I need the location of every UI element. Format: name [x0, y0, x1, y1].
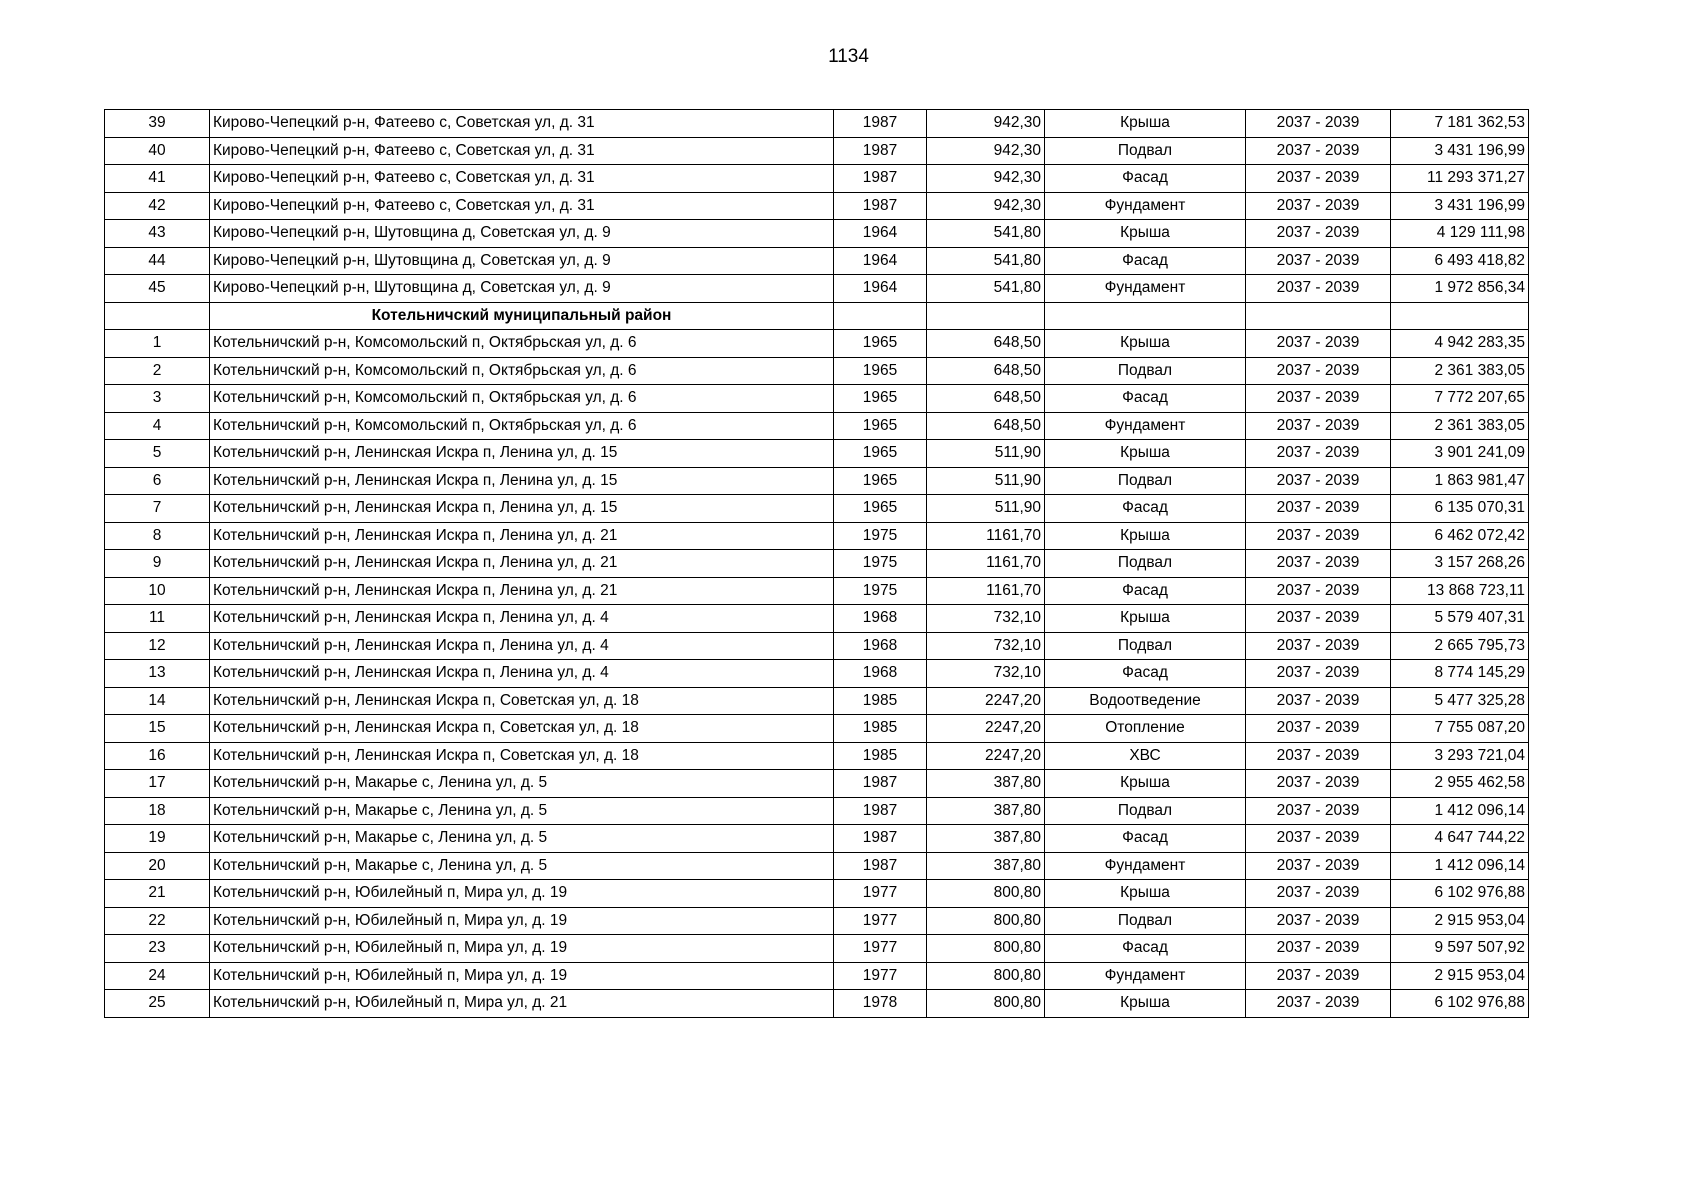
- period-cell: 2037 - 2039: [1246, 715, 1391, 743]
- work-type-cell: Подвал: [1045, 357, 1246, 385]
- address-cell: Котельничский р-н, Ленинская Искра п, Ленина ул, д. 15: [210, 495, 834, 523]
- row-number-cell: 43: [105, 220, 210, 248]
- section-header-row: [105, 302, 1529, 330]
- address-cell: Котельничский р-н, Ленинская Искра п, Советская ул, д. 18: [210, 687, 834, 715]
- build-year-cell: 1975: [834, 522, 927, 550]
- work-type-cell: Фундамент: [1045, 275, 1246, 303]
- area-cell: 511,90: [927, 467, 1045, 495]
- period-cell: 2037 - 2039: [1246, 522, 1391, 550]
- row-number-cell: 10: [105, 577, 210, 605]
- work-type-cell: Фасад: [1045, 385, 1246, 413]
- build-year-cell: 1965: [834, 357, 927, 385]
- work-type-cell: Подвал: [1045, 797, 1246, 825]
- area-cell: 387,80: [927, 852, 1045, 880]
- row-number-cell: 14: [105, 687, 210, 715]
- build-year-cell: 1975: [834, 577, 927, 605]
- area-cell: 511,90: [927, 495, 1045, 523]
- period-cell: 2037 - 2039: [1246, 137, 1391, 165]
- row-number-cell: 6: [105, 467, 210, 495]
- row-number-cell: 42: [105, 192, 210, 220]
- period-cell: 2037 - 2039: [1246, 935, 1391, 963]
- row-number-cell: 3: [105, 385, 210, 413]
- cost-cell: 3 901 241,09: [1391, 440, 1529, 468]
- row-number-cell: 18: [105, 797, 210, 825]
- work-type-cell: ХВС: [1045, 742, 1246, 770]
- address-cell: Кирово-Чепецкий р-н, Шутовщина д, Советская ул, д. 9: [210, 220, 834, 248]
- work-type-cell: Подвал: [1045, 550, 1246, 578]
- work-type-cell: Фасад: [1045, 935, 1246, 963]
- period-cell: 2037 - 2039: [1246, 357, 1391, 385]
- build-year-cell: 1987: [834, 192, 927, 220]
- table-body: [105, 110, 1529, 1018]
- area-cell: [927, 302, 1045, 330]
- row-number-cell: 23: [105, 935, 210, 963]
- table-row: [105, 770, 1529, 798]
- address-cell: Котельничский р-н, Юбилейный п, Мира ул, д. 19: [210, 880, 834, 908]
- period-cell: 2037 - 2039: [1246, 660, 1391, 688]
- address-cell: Котельничский р-н, Ленинская Искра п, Советская ул, д. 18: [210, 715, 834, 743]
- address-cell: Котельничский р-н, Ленинская Искра п, Ленина ул, д. 4: [210, 605, 834, 633]
- address-cell: Котельничский р-н, Ленинская Искра п, Ленина ул, д. 21: [210, 577, 834, 605]
- cost-cell: 1 972 856,34: [1391, 275, 1529, 303]
- table-row: [105, 852, 1529, 880]
- address-cell: Котельничский р-н, Ленинская Искра п, Ленина ул, д. 4: [210, 632, 834, 660]
- work-type-cell: Водоотведение: [1045, 687, 1246, 715]
- address-cell: Котельничский р-н, Юбилейный п, Мира ул, д. 19: [210, 935, 834, 963]
- table-row: [105, 825, 1529, 853]
- build-year-cell: [834, 302, 927, 330]
- cost-cell: 2 915 953,04: [1391, 962, 1529, 990]
- work-type-cell: Отопление: [1045, 715, 1246, 743]
- work-type-cell: Подвал: [1045, 137, 1246, 165]
- address-cell: Кирово-Чепецкий р-н, Фатеево с, Советская ул, д. 31: [210, 110, 834, 138]
- build-year-cell: 1965: [834, 330, 927, 358]
- table-row: [105, 715, 1529, 743]
- work-type-cell: Фундамент: [1045, 852, 1246, 880]
- area-cell: 732,10: [927, 605, 1045, 633]
- cost-cell: [1391, 302, 1529, 330]
- build-year-cell: 1977: [834, 880, 927, 908]
- address-cell: Котельничский р-н, Комсомольский п, Октябрьская ул, д. 6: [210, 330, 834, 358]
- area-cell: 800,80: [927, 880, 1045, 908]
- address-cell: Кирово-Чепецкий р-н, Шутовщина д, Советская ул, д. 9: [210, 247, 834, 275]
- row-number-cell: 17: [105, 770, 210, 798]
- area-cell: 942,30: [927, 192, 1045, 220]
- table-row: [105, 385, 1529, 413]
- cost-cell: 5 579 407,31: [1391, 605, 1529, 633]
- address-cell: Кирово-Чепецкий р-н, Фатеево с, Советская ул, д. 31: [210, 165, 834, 193]
- row-number-cell: 25: [105, 990, 210, 1018]
- area-cell: 511,90: [927, 440, 1045, 468]
- area-cell: 387,80: [927, 825, 1045, 853]
- period-cell: 2037 - 2039: [1246, 770, 1391, 798]
- area-cell: 942,30: [927, 137, 1045, 165]
- period-cell: 2037 - 2039: [1246, 825, 1391, 853]
- work-type-cell: Крыша: [1045, 522, 1246, 550]
- address-cell: Кирово-Чепецкий р-н, Фатеево с, Советская ул, д. 31: [210, 192, 834, 220]
- build-year-cell: 1987: [834, 165, 927, 193]
- area-cell: 2247,20: [927, 742, 1045, 770]
- period-cell: 2037 - 2039: [1246, 577, 1391, 605]
- cost-cell: 4 942 283,35: [1391, 330, 1529, 358]
- table-row: [105, 110, 1529, 138]
- area-cell: 541,80: [927, 247, 1045, 275]
- cost-cell: 11 293 371,27: [1391, 165, 1529, 193]
- build-year-cell: 1987: [834, 110, 927, 138]
- table-row: [105, 137, 1529, 165]
- table-row: [105, 742, 1529, 770]
- build-year-cell: 1987: [834, 825, 927, 853]
- table-row: [105, 275, 1529, 303]
- build-year-cell: 1965: [834, 385, 927, 413]
- cost-cell: 2 361 383,05: [1391, 412, 1529, 440]
- table-row: [105, 330, 1529, 358]
- area-cell: 387,80: [927, 797, 1045, 825]
- area-cell: 1161,70: [927, 577, 1045, 605]
- table-row: [105, 357, 1529, 385]
- build-year-cell: 1965: [834, 495, 927, 523]
- address-cell: Котельничский р-н, Макарье с, Ленина ул, д. 5: [210, 825, 834, 853]
- area-cell: 800,80: [927, 990, 1045, 1018]
- row-number-cell: 41: [105, 165, 210, 193]
- table-row: [105, 220, 1529, 248]
- area-cell: 2247,20: [927, 715, 1045, 743]
- work-type-cell: Фасад: [1045, 165, 1246, 193]
- table-row: [105, 247, 1529, 275]
- table-row: [105, 440, 1529, 468]
- repair-schedule-table: [104, 109, 1529, 1018]
- cost-cell: 2 665 795,73: [1391, 632, 1529, 660]
- work-type-cell: Фундамент: [1045, 962, 1246, 990]
- area-cell: 800,80: [927, 962, 1045, 990]
- cost-cell: 6 462 072,42: [1391, 522, 1529, 550]
- build-year-cell: 1965: [834, 412, 927, 440]
- row-number-cell: 13: [105, 660, 210, 688]
- row-number-cell: 24: [105, 962, 210, 990]
- period-cell: 2037 - 2039: [1246, 495, 1391, 523]
- work-type-cell: Фасад: [1045, 660, 1246, 688]
- address-cell: Котельничский р-н, Юбилейный п, Мира ул, д. 19: [210, 907, 834, 935]
- work-type-cell: Подвал: [1045, 632, 1246, 660]
- period-cell: 2037 - 2039: [1246, 852, 1391, 880]
- row-number-cell: 15: [105, 715, 210, 743]
- build-year-cell: 1964: [834, 220, 927, 248]
- work-type-cell: Крыша: [1045, 330, 1246, 358]
- address-cell: Кирово-Чепецкий р-н, Шутовщина д, Советская ул, д. 9: [210, 275, 834, 303]
- cost-cell: 3 157 268,26: [1391, 550, 1529, 578]
- period-cell: 2037 - 2039: [1246, 330, 1391, 358]
- period-cell: 2037 - 2039: [1246, 880, 1391, 908]
- area-cell: 800,80: [927, 907, 1045, 935]
- address-cell: Котельничский р-н, Макарье с, Ленина ул, д. 5: [210, 770, 834, 798]
- area-cell: 541,80: [927, 275, 1045, 303]
- row-number-cell: 45: [105, 275, 210, 303]
- address-cell: Котельничский р-н, Ленинская Искра п, Ленина ул, д. 21: [210, 550, 834, 578]
- address-cell: Котельничский р-н, Макарье с, Ленина ул, д. 5: [210, 852, 834, 880]
- work-type-cell: Крыша: [1045, 990, 1246, 1018]
- work-type-cell: Фасад: [1045, 495, 1246, 523]
- work-type-cell: Крыша: [1045, 110, 1246, 138]
- address-cell: Кирово-Чепецкий р-н, Фатеево с, Советская ул, д. 31: [210, 137, 834, 165]
- work-type-cell: Крыша: [1045, 880, 1246, 908]
- period-cell: 2037 - 2039: [1246, 797, 1391, 825]
- cost-cell: 2 915 953,04: [1391, 907, 1529, 935]
- cost-cell: 7 755 087,20: [1391, 715, 1529, 743]
- build-year-cell: 1978: [834, 990, 927, 1018]
- table-row: [105, 192, 1529, 220]
- period-cell: 2037 - 2039: [1246, 192, 1391, 220]
- row-number-cell: 40: [105, 137, 210, 165]
- address-cell: Котельничский р-н, Ленинская Искра п, Ленина ул, д. 4: [210, 660, 834, 688]
- work-type-cell: Крыша: [1045, 440, 1246, 468]
- period-cell: 2037 - 2039: [1246, 440, 1391, 468]
- work-type-cell: Крыша: [1045, 770, 1246, 798]
- build-year-cell: 1977: [834, 962, 927, 990]
- area-cell: 732,10: [927, 660, 1045, 688]
- work-type-cell: Фундамент: [1045, 412, 1246, 440]
- work-type-cell: Фундамент: [1045, 192, 1246, 220]
- table-row: [105, 687, 1529, 715]
- row-number-cell: 20: [105, 852, 210, 880]
- cost-cell: 1 412 096,14: [1391, 852, 1529, 880]
- build-year-cell: 1975: [834, 550, 927, 578]
- work-type-cell: Фасад: [1045, 247, 1246, 275]
- cost-cell: 3 293 721,04: [1391, 742, 1529, 770]
- area-cell: 1161,70: [927, 550, 1045, 578]
- cost-cell: 8 774 145,29: [1391, 660, 1529, 688]
- cost-cell: 4 647 744,22: [1391, 825, 1529, 853]
- period-cell: 2037 - 2039: [1246, 687, 1391, 715]
- build-year-cell: 1985: [834, 687, 927, 715]
- build-year-cell: 1985: [834, 742, 927, 770]
- address-cell: Котельничский р-н, Комсомольский п, Октябрьская ул, д. 6: [210, 412, 834, 440]
- row-number-cell: 39: [105, 110, 210, 138]
- cost-cell: 5 477 325,28: [1391, 687, 1529, 715]
- table-row: [105, 522, 1529, 550]
- cost-cell: 9 597 507,92: [1391, 935, 1529, 963]
- table-row: [105, 990, 1529, 1018]
- cost-cell: 3 431 196,99: [1391, 192, 1529, 220]
- work-type-cell: Крыша: [1045, 605, 1246, 633]
- period-cell: 2037 - 2039: [1246, 632, 1391, 660]
- address-cell: Котельничский р-н, Комсомольский п, Октябрьская ул, д. 6: [210, 385, 834, 413]
- build-year-cell: 1987: [834, 797, 927, 825]
- row-number-cell: 9: [105, 550, 210, 578]
- address-cell: Котельничский р-н, Юбилейный п, Мира ул, д. 19: [210, 962, 834, 990]
- row-number-cell: 21: [105, 880, 210, 908]
- table-row: [105, 577, 1529, 605]
- period-cell: 2037 - 2039: [1246, 550, 1391, 578]
- row-number-cell: 22: [105, 907, 210, 935]
- build-year-cell: 1977: [834, 935, 927, 963]
- period-cell: 2037 - 2039: [1246, 990, 1391, 1018]
- area-cell: 1161,70: [927, 522, 1045, 550]
- area-cell: 648,50: [927, 385, 1045, 413]
- period-cell: 2037 - 2039: [1246, 275, 1391, 303]
- address-cell: Котельничский р-н, Комсомольский п, Октябрьская ул, д. 6: [210, 357, 834, 385]
- table-row: [105, 962, 1529, 990]
- row-number-cell: 12: [105, 632, 210, 660]
- build-year-cell: 1968: [834, 632, 927, 660]
- area-cell: 942,30: [927, 165, 1045, 193]
- area-cell: 648,50: [927, 412, 1045, 440]
- row-number-cell: 16: [105, 742, 210, 770]
- work-type-cell: Крыша: [1045, 220, 1246, 248]
- period-cell: 2037 - 2039: [1246, 962, 1391, 990]
- period-cell: 2037 - 2039: [1246, 605, 1391, 633]
- row-number-cell: 1: [105, 330, 210, 358]
- area-cell: 2247,20: [927, 687, 1045, 715]
- row-number-cell: 19: [105, 825, 210, 853]
- row-number-cell: 4: [105, 412, 210, 440]
- build-year-cell: 1964: [834, 247, 927, 275]
- cost-cell: 7 181 362,53: [1391, 110, 1529, 138]
- period-cell: 2037 - 2039: [1246, 412, 1391, 440]
- row-number-cell: 7: [105, 495, 210, 523]
- table-row: [105, 632, 1529, 660]
- cost-cell: 6 135 070,31: [1391, 495, 1529, 523]
- area-cell: 387,80: [927, 770, 1045, 798]
- cost-cell: 1 412 096,14: [1391, 797, 1529, 825]
- address-cell: Котельничский р-н, Ленинская Искра п, Ленина ул, д. 15: [210, 440, 834, 468]
- period-cell: 2037 - 2039: [1246, 385, 1391, 413]
- period-cell: 2037 - 2039: [1246, 742, 1391, 770]
- row-number-cell: [105, 302, 210, 330]
- build-year-cell: 1985: [834, 715, 927, 743]
- table-row: [105, 797, 1529, 825]
- period-cell: 2037 - 2039: [1246, 467, 1391, 495]
- area-cell: 648,50: [927, 357, 1045, 385]
- build-year-cell: 1987: [834, 770, 927, 798]
- build-year-cell: 1968: [834, 605, 927, 633]
- cost-cell: 3 431 196,99: [1391, 137, 1529, 165]
- table-row: [105, 605, 1529, 633]
- area-cell: 732,10: [927, 632, 1045, 660]
- table-row: [105, 550, 1529, 578]
- row-number-cell: 11: [105, 605, 210, 633]
- build-year-cell: 1987: [834, 852, 927, 880]
- row-number-cell: 8: [105, 522, 210, 550]
- table-row: [105, 165, 1529, 193]
- area-cell: 942,30: [927, 110, 1045, 138]
- period-cell: 2037 - 2039: [1246, 220, 1391, 248]
- table-row: [105, 660, 1529, 688]
- build-year-cell: 1968: [834, 660, 927, 688]
- cost-cell: 6 493 418,82: [1391, 247, 1529, 275]
- cost-cell: 2 361 383,05: [1391, 357, 1529, 385]
- table-row: [105, 907, 1529, 935]
- work-type-cell: Фасад: [1045, 577, 1246, 605]
- table-row: [105, 495, 1529, 523]
- cost-cell: 1 863 981,47: [1391, 467, 1529, 495]
- build-year-cell: 1965: [834, 440, 927, 468]
- table-row: [105, 935, 1529, 963]
- build-year-cell: 1987: [834, 137, 927, 165]
- period-cell: [1246, 302, 1391, 330]
- build-year-cell: 1965: [834, 467, 927, 495]
- address-cell: Котельничский р-н, Юбилейный п, Мира ул, д. 21: [210, 990, 834, 1018]
- work-type-cell: [1045, 302, 1246, 330]
- build-year-cell: 1977: [834, 907, 927, 935]
- cost-cell: 6 102 976,88: [1391, 880, 1529, 908]
- cost-cell: 6 102 976,88: [1391, 990, 1529, 1018]
- page-number: 1134: [828, 46, 869, 67]
- address-cell: Котельничский р-н, Ленинская Искра п, Ленина ул, д. 15: [210, 467, 834, 495]
- period-cell: 2037 - 2039: [1246, 165, 1391, 193]
- row-number-cell: 44: [105, 247, 210, 275]
- work-type-cell: Подвал: [1045, 467, 1246, 495]
- period-cell: 2037 - 2039: [1246, 907, 1391, 935]
- table-row: [105, 412, 1529, 440]
- address-cell: Котельничский р-н, Ленинская Искра п, Советская ул, д. 18: [210, 742, 834, 770]
- period-cell: 2037 - 2039: [1246, 110, 1391, 138]
- cost-cell: 2 955 462,58: [1391, 770, 1529, 798]
- work-type-cell: Фасад: [1045, 825, 1246, 853]
- work-type-cell: Подвал: [1045, 907, 1246, 935]
- area-cell: 541,80: [927, 220, 1045, 248]
- build-year-cell: 1964: [834, 275, 927, 303]
- section-title: Котельничский муниципальный район: [210, 302, 834, 330]
- cost-cell: 7 772 207,65: [1391, 385, 1529, 413]
- period-cell: 2037 - 2039: [1246, 247, 1391, 275]
- cost-cell: 4 129 111,98: [1391, 220, 1529, 248]
- area-cell: 800,80: [927, 935, 1045, 963]
- address-cell: Котельничский р-н, Макарье с, Ленина ул, д. 5: [210, 797, 834, 825]
- table-row: [105, 880, 1529, 908]
- area-cell: 648,50: [927, 330, 1045, 358]
- table-row: [105, 467, 1529, 495]
- address-cell: Котельничский р-н, Ленинская Искра п, Ленина ул, д. 21: [210, 522, 834, 550]
- row-number-cell: 5: [105, 440, 210, 468]
- cost-cell: 13 868 723,11: [1391, 577, 1529, 605]
- row-number-cell: 2: [105, 357, 210, 385]
